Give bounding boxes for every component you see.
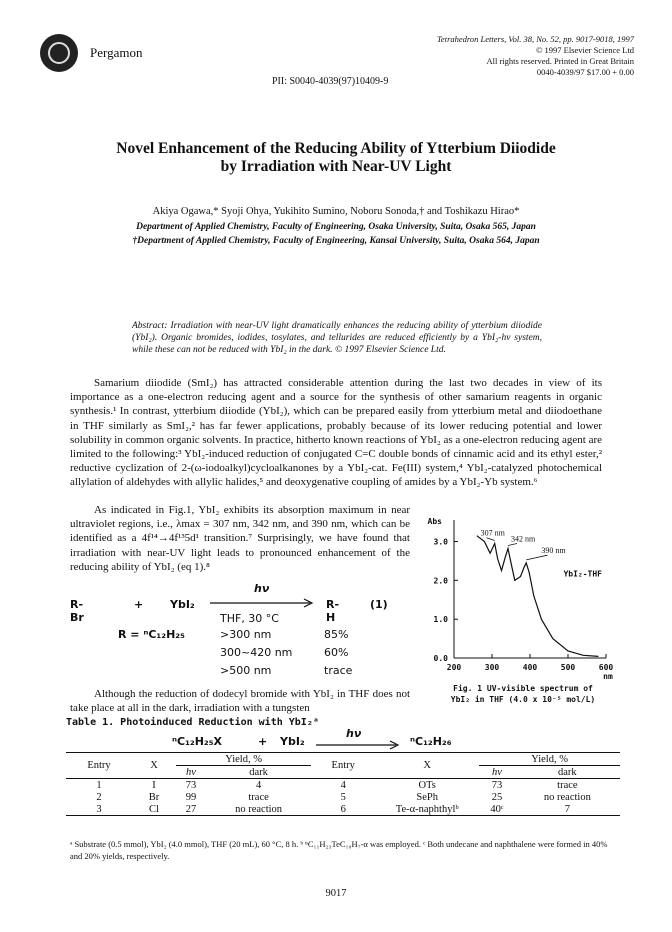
peak-annotation: 342 nm	[511, 534, 536, 544]
eq-product: R-H	[326, 598, 340, 624]
page-number: 9017	[325, 888, 347, 899]
eq-yield-3: trace	[324, 664, 353, 677]
affiliation-2: †Department of Applied Chemistry, Faculty of Engineering, Kansai University, Suita, Osaka 564, Japan	[132, 236, 540, 246]
eq-arrow	[210, 598, 314, 608]
table-scheme-reactant: ⁿC₁₂H₂₅X	[172, 735, 223, 748]
results-table	[66, 752, 620, 816]
copyright-line: © 1997 Elsevier Science Ltd	[535, 45, 634, 55]
rights-line: All rights reserved. Printed in Great Britain	[486, 56, 634, 66]
x-tick-label: 600	[598, 663, 614, 672]
cell-hv: 73	[185, 779, 197, 791]
peak-annotation-line	[508, 544, 517, 546]
affiliation-1: Department of Applied Chemistry, Faculty of Engineering, Osaka University, Suita, Osaka 565, Japan	[136, 222, 536, 232]
peak-annotation: 390 nm	[541, 546, 566, 556]
col-dark-header: dark	[249, 766, 268, 778]
abstract: Abstract: Irradiation with near-UV light dramatically enhances the reducing ability of ytterbium diiodide (YbI₂). Organic bromides, iodides, tosylates, and tellurides are reduced efficiently by a YbI₂-hν system, while these can not be reduced with YbI₂ in the dark. © 1997 Elsevier Science Ltd.	[132, 321, 542, 355]
cell-dark: no reaction	[235, 803, 283, 815]
y-axis-label: Abs	[427, 517, 442, 526]
title-line-2: by Irradiation with Near-UV Light	[220, 158, 452, 175]
x-axis-label: nm	[603, 672, 613, 681]
cell-x: Br	[148, 791, 160, 803]
col-hv-header-2: hν	[492, 766, 502, 778]
cell-dark: no reaction	[543, 791, 591, 803]
col-yield-header-2: Yield, %	[479, 753, 620, 766]
eq-reagent: YbI₂	[170, 598, 195, 611]
x-tick-label: 500	[560, 663, 576, 672]
peak-annotation: 307 nm	[480, 528, 505, 538]
cell-x: I	[152, 779, 156, 791]
cell-entry: 2	[96, 791, 102, 803]
col-hv-header: hν	[186, 766, 196, 778]
paragraph-3: Although the reduction of dodecyl bromide with YbI₂ in THF does not take place at all in the dark, irradiation with a tungsten	[70, 688, 410, 715]
x-tick-label: 400	[522, 663, 538, 672]
cell-x: OTs	[418, 779, 436, 791]
uv-vis-spectrum-chart	[414, 508, 632, 686]
figure-caption-line-2: YbI₂ in THF (4.0 x 10⁻⁵ mol/L)	[450, 695, 596, 704]
cell-hv: 27	[185, 803, 197, 815]
col-x-header-2: X	[423, 760, 431, 771]
cell-entry: 4	[340, 779, 346, 791]
eq-reactant: R-Br	[70, 598, 84, 624]
eq-wavelength-2: 300~420 nm	[220, 646, 293, 659]
table-scheme-arrow	[316, 740, 400, 750]
cell-x: Te-α-naphthylᵇ	[395, 803, 459, 815]
paragraph-1: Samarium diiodide (SmI₂) has attracted considerable attention during the last two decades in view of its importance as a one-electron reducing agent and a source for the synthesis of other samarium reagents in organic synthesis.¹ In contrast, ytterbium diiodide (YbI₂), which can be prepared easily from ytterbium metal and diiodoethane in THF similarly as SmI₂,² has far fewer applications, probably because of its lower reducing potential and lower solubility in common organic solvents. In practice, hitherto known reactions of YbI₂ as a one-electron reducing agent are limited to the following:³ YbI₂-induced reduction of conjugated C=C double bonds of cinnamic acid and its ethyl ester,² reductive cyclization of 2-(ω-iodoalkyl)cycloalkanones by a YbI₂-cat. Fe(III) system,⁴ YbI₂-catalyzed photochemical allylation of aldehydes with allylic halides,⁵ and deoxygenative coupling of amides by a YbI₂-Yb system.⁶	[70, 377, 602, 489]
paragraph-2: As indicated in Fig.1, YbI₂ exhibits its absorption maximum in near ultraviolet regions, i.e., λmax = 307 nm, 342 nm, and 390 nm, which can be identified as a 4f¹⁴→4f¹³5d¹ transition.⁷ Surprisingly, we have found that irradiation with near-UV light leads to pronounced enhancement of the reducing ability of YbI₂ (eq 1).⁸	[70, 504, 410, 573]
series-label: YbI₂-THF	[563, 569, 602, 579]
eq-yield-2: 60%	[324, 646, 349, 659]
table-row	[66, 791, 620, 803]
x-tick-label: 300	[484, 663, 500, 672]
pergamon-logo	[40, 34, 78, 72]
cell-entry: 3	[96, 803, 102, 815]
col-dark-header-2: dark	[558, 766, 577, 778]
table-scheme-hv: hν	[346, 727, 362, 740]
y-tick-label: 1.0	[433, 615, 448, 625]
cell-x: Cl	[149, 803, 159, 815]
col-entry-header-2: Entry	[331, 760, 355, 771]
figure-caption	[414, 683, 632, 705]
cell-entry: 5	[340, 791, 346, 803]
author-list: Akiya Ogawa,* Syoji Ohya, Yukihito Sumino, Noboru Sonoda,† and Toshikazu Hirao*	[152, 206, 520, 217]
peak-annotation-line	[487, 538, 495, 541]
eq-wavelength-1: >300 nm	[220, 628, 272, 641]
table-scheme-reagent: YbI₂	[280, 735, 305, 748]
eq-r-definition: R = ⁿC₁₂H₂₅	[118, 628, 185, 641]
cell-entry: 1	[96, 779, 102, 791]
eq-yield-1: 85%	[324, 628, 349, 641]
cell-dark: trace	[248, 791, 269, 803]
title-line-1: Novel Enhancement of the Reducing Ability of Ytterbium Diiodide	[116, 140, 556, 157]
paper-title	[40, 140, 632, 176]
eq-label: (1)	[370, 598, 388, 611]
peak-annotation-line	[526, 555, 547, 560]
cell-dark: trace	[557, 779, 578, 791]
col-yield-header: Yield, %	[176, 753, 311, 766]
cell-hv: 99	[185, 791, 197, 803]
table-title: Table 1. Photoinduced Reduction with YbI₂ᵃ	[66, 717, 319, 728]
table-scheme-product: ⁿC₁₂H₂₆	[410, 735, 452, 748]
eq-wavelength-3: >500 nm	[220, 664, 272, 677]
cell-hv: 73	[491, 779, 503, 791]
eq-conditions: THF, 30 °C	[220, 612, 279, 625]
price-line: 0040-4039/97 $17.00 + 0.00	[536, 67, 634, 77]
journal-info	[354, 34, 634, 78]
publisher-name: Pergamon	[90, 45, 143, 60]
table-footnote: ᵃ Substrate (0.5 mmol), YbI₂ (4.0 mmol), THF (20 mL), 60 °C, 8 h. ᵇ ⁿC₁₁H₂₃TeC₁₀H₇-α was employed. ᶜ Both undecane and naphthalene were formed in 40% and 20% yields, respectively.	[70, 839, 608, 861]
x-tick-label: 200	[446, 663, 462, 672]
cell-dark: 7	[564, 803, 570, 815]
pii-line: PII: S0040-4039(97)10409-9	[272, 76, 389, 87]
y-tick-label: 2.0	[433, 576, 448, 586]
cell-dark: 4	[255, 779, 262, 791]
cell-entry: 6	[340, 803, 346, 815]
figure-caption-line-1: Fig. 1 UV-visible spectrum of	[453, 684, 593, 693]
table-row	[66, 779, 620, 792]
y-tick-label: 0.0	[433, 654, 448, 663]
table-scheme-plus: +	[258, 735, 268, 748]
cell-x: SePh	[416, 791, 438, 803]
y-tick-label: 3.0	[433, 537, 448, 547]
col-x-header: X	[150, 760, 158, 771]
journal-line: Tetrahedron Letters, Vol. 38, No. 52, pp. 9017-9018, 1997	[436, 34, 634, 44]
eq-hv: hν	[254, 582, 270, 595]
spectrum-line	[477, 536, 599, 657]
table-row	[66, 803, 620, 816]
col-entry-header: Entry	[87, 760, 111, 771]
cell-hv: 25	[491, 791, 503, 803]
eq-plus: +	[134, 598, 144, 611]
cell-hv: 40ᶜ	[490, 803, 504, 815]
